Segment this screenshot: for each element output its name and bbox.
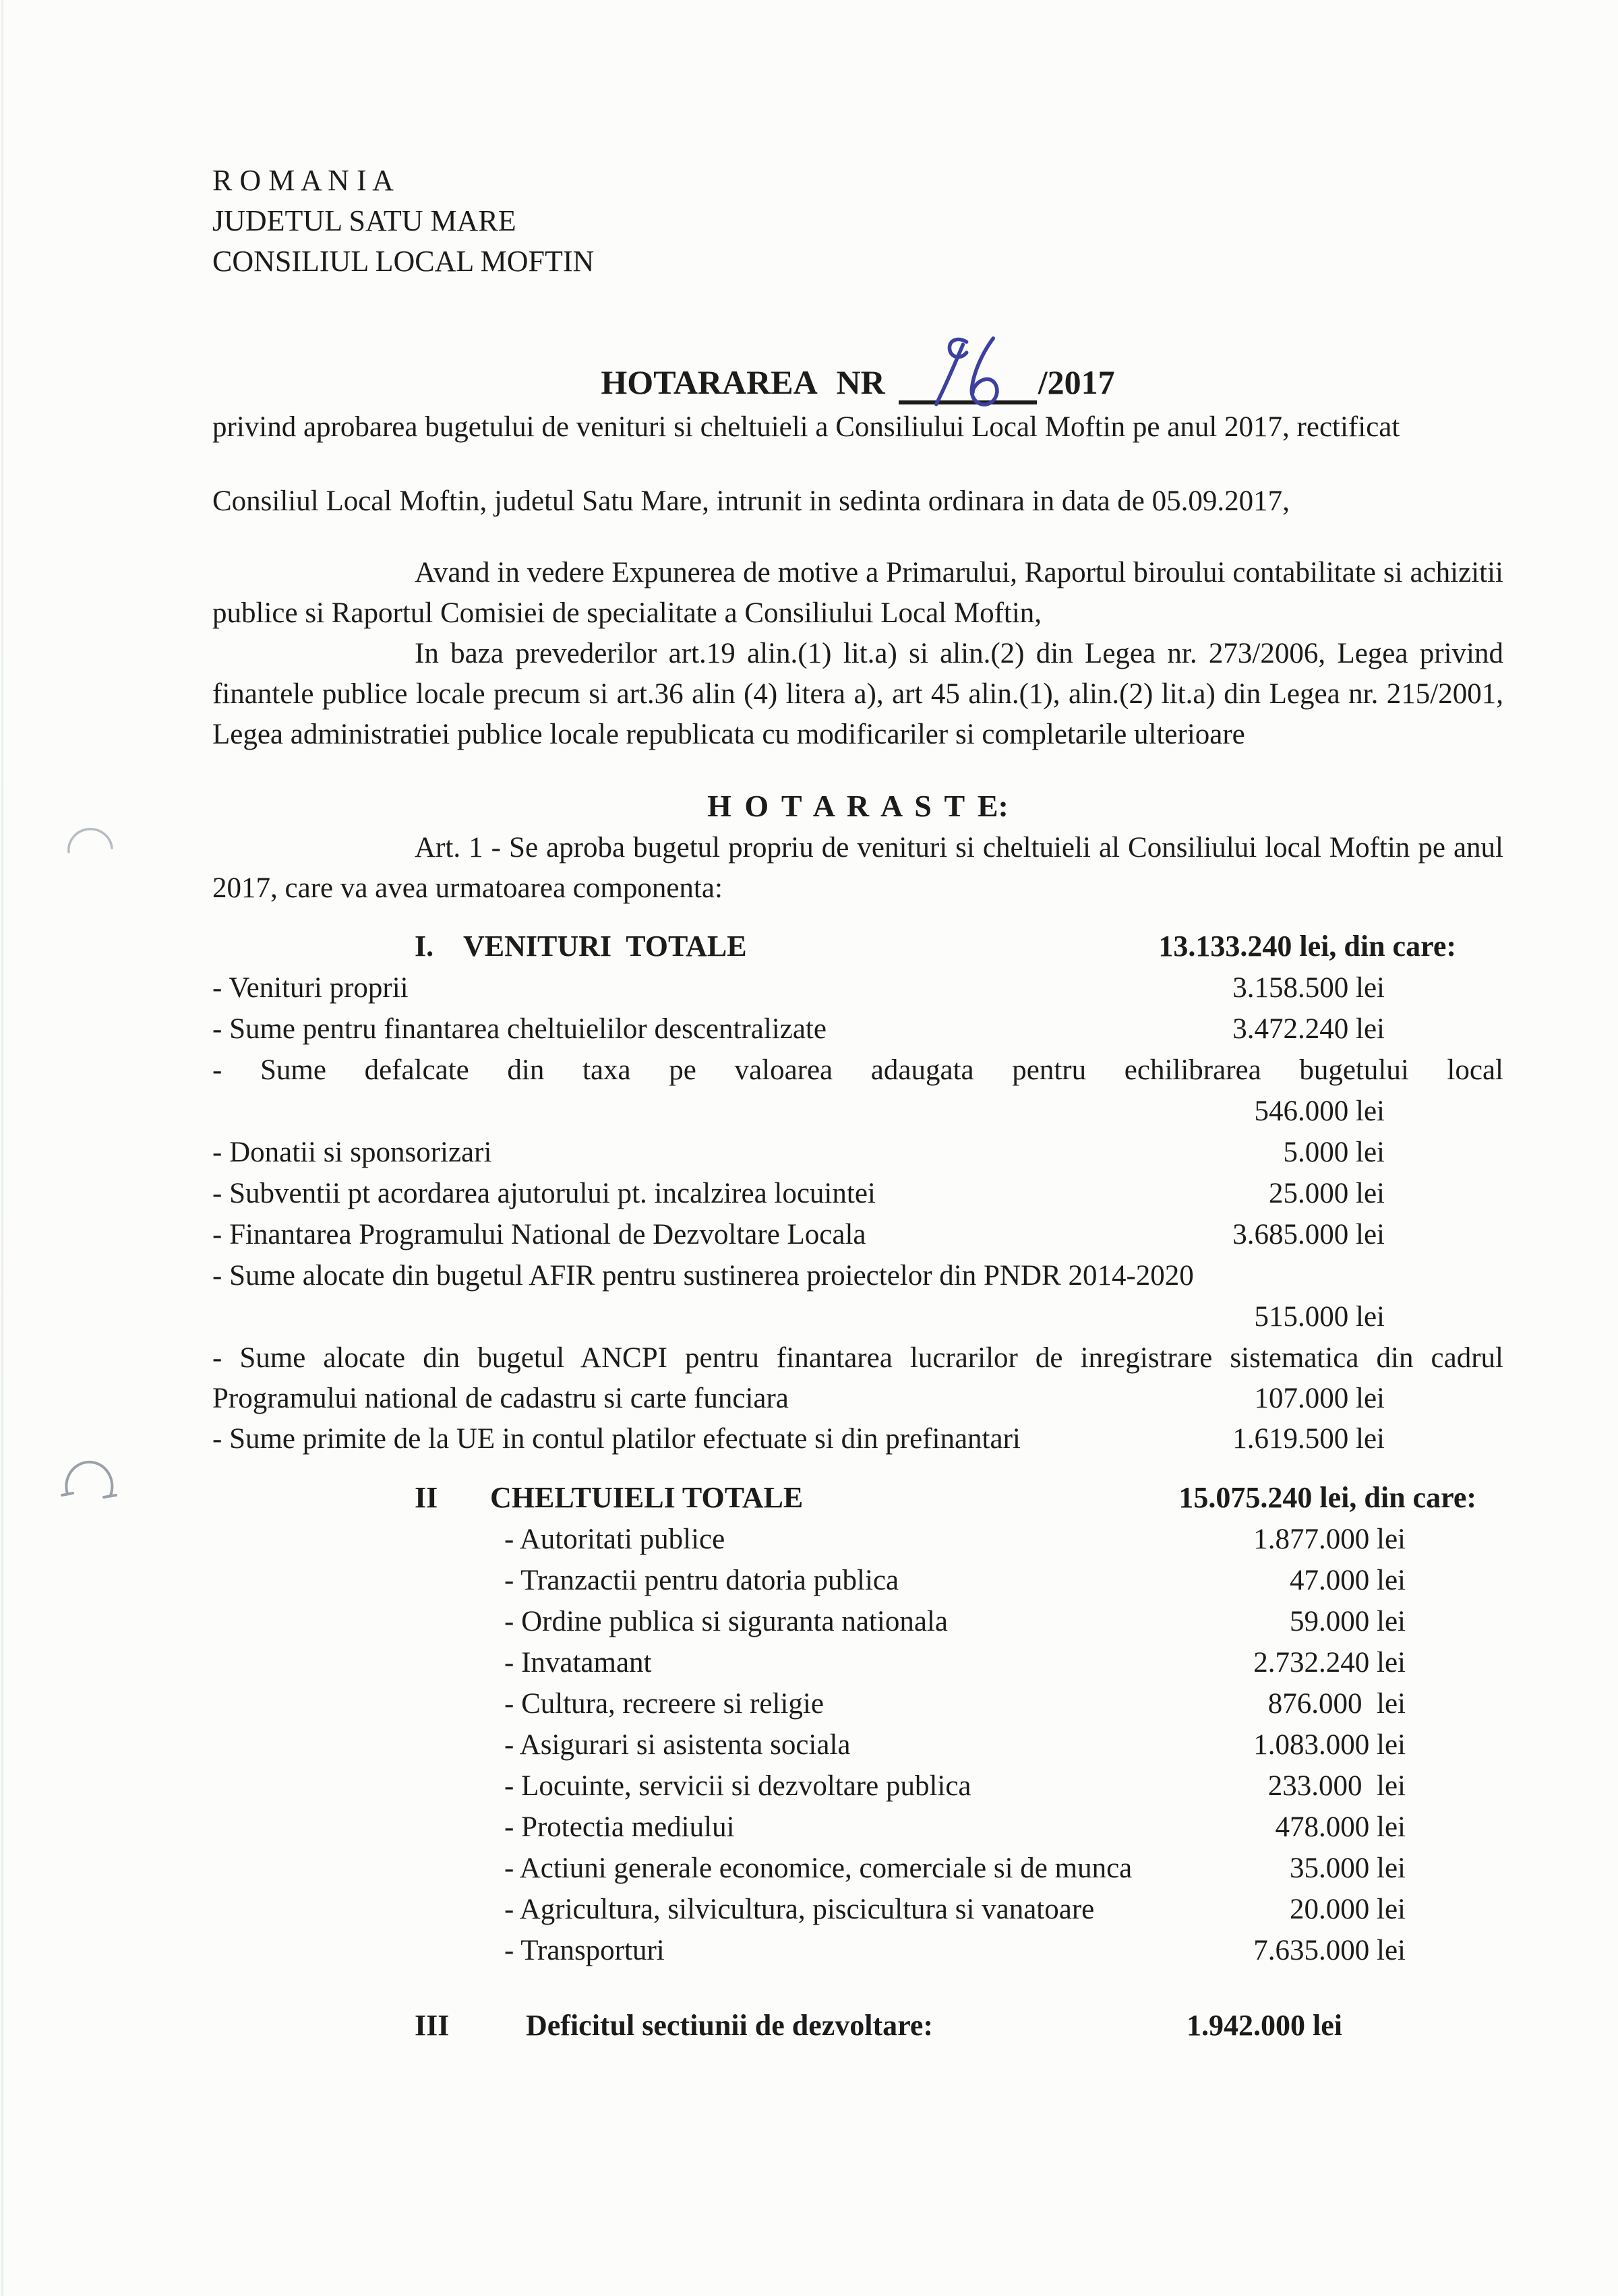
budget-row-value: 25.000 lei [1269, 1178, 1385, 1209]
paragraph-having-regard: Avand in vedere Expunerea de motive a Primarului, Raportul biroului contabilitate si achizitii publice si Raportul Comisiei de specialitate a Consiliului Local Moftin, [212, 557, 1503, 629]
budget-row [212, 1643, 1503, 1684]
section-numeral: I. [415, 930, 434, 963]
budget-row-value: 546.000 lei [1254, 1095, 1385, 1127]
section-total: 15.075.240 lei, din care: [1178, 1481, 1476, 1514]
section-total: 13.133.240 lei, din care: [1158, 930, 1456, 963]
section-title: CHELTUIELI TOTALE [490, 1481, 804, 1514]
budget-row-value: 478.000 lei [1275, 1811, 1406, 1843]
budget-row-label: - Sume defalcate din taxa pe valoarea adaugata pentru echilibrarea bugetului local [212, 1054, 1503, 1086]
budget-row-value: 3.158.500 lei [1232, 972, 1385, 1004]
budget-row-label: - Subventii pt acordarea ajutorului pt. incalzirea locuintei [212, 1178, 876, 1209]
budget-row-label: - Locuinte, servicii si dezvoltare publica [504, 1770, 971, 1802]
budget-row-value: 3.685.000 lei [1232, 1219, 1385, 1250]
budget-row-value: 59.000 lei [1290, 1606, 1406, 1637]
decision-subtitle: privind aprobarea bugetului de venituri si cheltuieli a Consiliului Local Moftin pe anul 2017, rectificat [212, 411, 1400, 443]
budget-row [212, 1009, 1503, 1050]
letterhead-county: JUDETUL SATU MARE [212, 204, 516, 237]
budget-row-value: 233.000 lei [1267, 1770, 1406, 1802]
budget-row-value: 1.619.500 lei [1232, 1423, 1385, 1455]
budget-row [212, 1725, 1503, 1766]
budget-row-label: - Protectia mediului [504, 1811, 735, 1843]
budget-row-value: 35.000 lei [1290, 1852, 1406, 1884]
budget-row-value: 20.000 lei [1290, 1894, 1406, 1925]
decides-heading: H O T A R A S T E: [707, 789, 1009, 823]
budget-row [212, 1174, 1503, 1215]
budget-row [212, 1766, 1503, 1807]
budget-row [212, 968, 1503, 1009]
budget-row-label: - Ordine publica si siguranta nationala [504, 1606, 948, 1637]
budget-row-label: - Asigurari si asistenta sociala [504, 1729, 851, 1761]
budget-row-label: - Sume primite de la UE in contul platilor efectuate si din prefinantari [212, 1423, 1021, 1455]
section-revenues-heading [212, 926, 1503, 968]
budget-row [212, 1519, 1503, 1561]
budget-row [212, 1602, 1503, 1643]
budget-row-label: - Agricultura, silvicultura, piscicultura si vanatoare [504, 1894, 1095, 1925]
scan-edge-line [1, 0, 3, 2296]
budget-row-value: 515.000 lei [1254, 1301, 1385, 1333]
budget-row [212, 1848, 1503, 1890]
section-deficit-row [212, 2005, 1503, 2047]
budget-row-label: - Actiuni generale economice, comerciale si de munca [504, 1852, 1133, 1884]
handwritten-number-56 [908, 333, 1021, 422]
budget-row-label: - Sume pentru finantarea cheltuielilor descentralizate [212, 1013, 827, 1045]
section-title: VENITURI TOTALE [463, 930, 747, 963]
budget-row-value: 1.877.000 lei [1253, 1523, 1406, 1555]
budget-row-value: 5.000 lei [1283, 1137, 1385, 1168]
budget-row-value: 1.083.000 lei [1253, 1729, 1406, 1761]
budget-row [212, 1338, 1503, 1419]
decision-title [212, 361, 1503, 404]
decision-title-label: HOTARAREA NR [601, 363, 885, 401]
paragraph-legal-basis: In baza prevederilor art.19 alin.(1) lit.a) si alin.(2) din Legea nr. 273/2006, Legea privind finantele publice locale precum si art.36 alin (4) litera a), art 45 alin.(1), alin.(2) lit.a) din Legea nr. 215/2001, Legea administratiei publice locale republicata cu modificariler si completarile ulterioare [212, 638, 1503, 750]
budget-row-label: - Sume alocate din bugetul AFIR pentru sustinerea proiectelor din PNDR 2014-2020 [212, 1260, 1194, 1292]
decision-number-blank [899, 368, 1037, 404]
deficit-value: 1.942.000 lei [1187, 2009, 1342, 2042]
budget-row-label: - Transporturi [504, 1935, 665, 1966]
budget-row-value: 107.000 lei [1254, 1383, 1385, 1414]
paragraph-article-1: Art. 1 - Se aproba bugetul propriu de venituri si cheltuieli al Consiliului local Moftin pe anul 2017, care va avea urmatoarea componenta: [212, 832, 1503, 904]
section-numeral: II [415, 1481, 438, 1514]
budget-row-label: - Invatamant [504, 1647, 652, 1679]
budget-row-value: 7.635.000 lei [1253, 1935, 1406, 1966]
budget-row-label: - Tranzactii pentru datoria publica [504, 1565, 899, 1596]
budget-row [212, 1890, 1503, 1931]
budget-row [212, 1419, 1503, 1460]
budget-row-value: 47.000 lei [1290, 1565, 1406, 1596]
budget-row-label: - Donatii si sponsorizari [212, 1137, 492, 1168]
budget-row-label: - Sume alocate din bugetul ANCPI pentru finantarea lucrarilor de inregistrare sistematica din cadrul Programului national de cadastru si carte funciara [212, 1342, 1503, 1414]
letterhead-council: CONSILIUL LOCAL MOFTIN [212, 245, 595, 278]
letterhead-country: R O M A N I A [212, 164, 394, 197]
budget-row [212, 1684, 1503, 1725]
budget-row-value: 2.732.240 lei [1253, 1647, 1406, 1679]
budget-row-label: - Venituri proprii [212, 972, 409, 1004]
budget-row [212, 1931, 1503, 1972]
letterhead [212, 160, 1503, 282]
budget-row-label: - Autoritati publice [504, 1523, 725, 1555]
budget-row-label: - Cultura, recreere si religie [504, 1688, 824, 1720]
budget-row [212, 1561, 1503, 1602]
deficit-label: Deficitul sectiunii de dezvoltare: [526, 2009, 934, 2042]
section-numeral: III [415, 2009, 450, 2042]
section-expenses-heading [212, 1478, 1503, 1519]
budget-row [212, 1215, 1503, 1256]
pencil-arc-mark-top [65, 809, 117, 856]
paragraph-session: Consiliul Local Moftin, judetul Satu Mare, intrunit in sedinta ordinara in data de 05.09.2017, [212, 485, 1290, 517]
budget-row-value: 3.472.240 lei [1232, 1013, 1385, 1045]
budget-row [212, 1807, 1503, 1848]
budget-row-value: 876.000 lei [1267, 1688, 1406, 1720]
budget-row [212, 1132, 1503, 1174]
budget-row-label: - Finantarea Programului National de Dezvoltare Locala [212, 1219, 866, 1250]
decision-title-year: /2017 [1038, 363, 1115, 401]
pencil-arc-mark-bottom [59, 1439, 124, 1503]
